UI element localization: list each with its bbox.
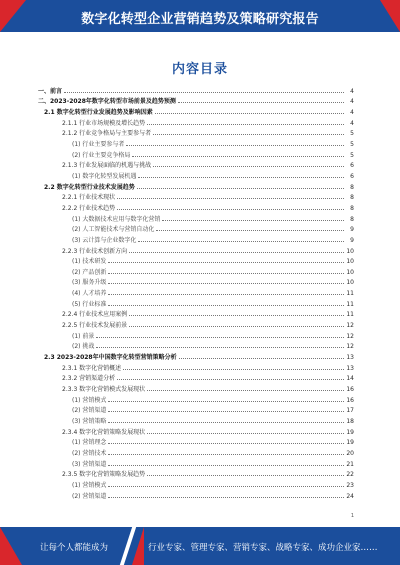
toc-entry-page: 11: [346, 311, 354, 319]
toc-title: 内容目录: [171, 62, 228, 77]
toc-entry-label: (1) 前景: [72, 332, 95, 340]
toc-entry-page: 21: [346, 460, 354, 468]
toc-entry[interactable]: [38, 255, 354, 266]
toc-entry-label: (1) 大数据技术应用与数字化营销: [72, 215, 161, 223]
footer-experts: 行业专家、管理专家、营销专家、战略专家、成功企业家……: [148, 543, 378, 553]
toc-entry-label: 2.2.4 行业技术应用案例: [62, 311, 128, 319]
toc-dot-leader: [129, 252, 344, 253]
toc-entry[interactable]: [38, 404, 354, 415]
toc-entry-label: 2.3.3 数字化营销模式发展现状: [62, 386, 146, 394]
toc-entry-page: 19: [346, 428, 354, 436]
toc-entry-label: 2.2 数字化转型行业技术发展趋势: [44, 183, 135, 191]
toc-entry[interactable]: [38, 137, 354, 148]
toc-entry-page: 12: [346, 322, 354, 330]
toc-entry-page: 8: [350, 194, 354, 202]
toc-dot-leader: [138, 241, 344, 242]
toc-entry-page: 10: [346, 268, 354, 276]
toc-dot-leader: [156, 230, 344, 231]
toc-entry-page: 11: [346, 300, 354, 308]
report-footer: [0, 527, 400, 565]
toc-entry-label: 2.3 2023-2028年中国数字化转型营销策略分析: [44, 354, 177, 362]
toc-entry[interactable]: [38, 244, 354, 255]
report-title: 数字化转型企业营销趋势及策略研究报告: [81, 12, 319, 27]
toc-dot-leader: [147, 433, 344, 434]
toc-dot-leader: [96, 337, 344, 338]
toc-entry[interactable]: [38, 84, 354, 95]
toc-entry[interactable]: [38, 393, 354, 404]
toc-dot-leader: [108, 454, 344, 455]
toc-entry[interactable]: [38, 329, 354, 340]
toc-dot-leader: [132, 156, 344, 157]
toc-entry-label: 2.1.3 行业发展面临的机遇与挑战: [62, 162, 152, 170]
toc-entry[interactable]: [38, 148, 354, 159]
toc-dot-leader: [117, 379, 344, 380]
toc-entry-label: (1) 行业主要参与者: [72, 140, 125, 148]
toc-entry-label: (1) 营销模式: [72, 481, 107, 489]
toc-dot-leader: [108, 422, 344, 423]
toc-dot-leader: [108, 497, 344, 498]
toc-dot-leader: [147, 124, 344, 125]
toc-dot-leader: [178, 102, 344, 103]
toc-entry-page: 10: [346, 279, 354, 287]
toc-entry-page: 4: [350, 119, 354, 127]
toc-dot-leader: [129, 315, 344, 316]
toc-entry-page: 12: [346, 343, 354, 351]
toc-dot-leader: [155, 113, 344, 114]
toc-entry-label: 2.1.2 行业竞争格局与主要参与者: [62, 130, 152, 138]
toc-entry[interactable]: [38, 201, 354, 212]
toc-entry-page: 6: [350, 162, 354, 170]
toc-entry-page: 14: [346, 375, 354, 383]
toc-entry[interactable]: [38, 350, 354, 361]
toc-entry-page: 10: [346, 247, 354, 255]
toc-entry[interactable]: [38, 159, 354, 170]
toc-dot-leader: [117, 209, 344, 210]
toc-entry[interactable]: [38, 414, 354, 425]
toc-entry-label: 2.3.1 数字化营销概述: [62, 364, 122, 372]
footer-red-corner: [0, 527, 22, 565]
toc-entry-label: (4) 人才培养: [72, 290, 107, 298]
toc-dot-leader: [138, 177, 344, 178]
toc-entry-label: 2.2.1 行业技术现状: [62, 194, 116, 202]
toc-dot-leader: [153, 134, 344, 135]
toc-entry[interactable]: [38, 286, 354, 297]
toc-entry[interactable]: [38, 457, 354, 468]
toc-entry-label: (2) 挑战: [72, 343, 95, 351]
toc-entry-page: 4: [350, 108, 354, 116]
toc-dot-leader: [126, 145, 344, 146]
toc-entry-page: 12: [346, 332, 354, 340]
toc-entry-page: 18: [346, 418, 354, 425]
toc-dot-leader: [108, 443, 344, 444]
toc-dot-leader: [108, 411, 344, 412]
toc-entry-page: 9: [350, 226, 354, 234]
toc-entry[interactable]: [38, 127, 354, 138]
toc-entry-label: 2.3.4 数字化营销策略发展现状: [62, 428, 146, 436]
toc-entry-label: (2) 人工智能技术与营销自动化: [72, 226, 155, 234]
toc-entry[interactable]: [38, 468, 354, 479]
toc-dot-leader: [179, 358, 344, 359]
toc-entry-page: 20: [346, 449, 354, 457]
toc-entry-label: (2) 营销技术: [72, 449, 107, 457]
toc-entry-label: (1) 营销模式: [72, 396, 107, 404]
toc-entry[interactable]: [38, 116, 354, 127]
toc-dot-leader: [137, 188, 344, 189]
toc-entry[interactable]: [38, 361, 354, 372]
toc-entry[interactable]: [38, 308, 354, 319]
toc-entry-label: 2.2.3 行业技术创新方向: [62, 247, 128, 255]
toc-entry[interactable]: [38, 180, 354, 191]
toc-entry-label: 2.3.5 数字化营销策略发展趋势: [62, 471, 146, 479]
toc-entry[interactable]: [38, 297, 354, 308]
toc-entry[interactable]: [38, 340, 354, 351]
toc-entry[interactable]: [38, 233, 354, 244]
toc-entry-page: 19: [346, 439, 354, 447]
toc-dot-leader: [108, 401, 344, 402]
toc-entry[interactable]: [38, 446, 354, 457]
toc-entry[interactable]: [38, 212, 354, 223]
toc-entry[interactable]: [38, 105, 354, 116]
toc-entry-page: 22: [346, 471, 354, 479]
toc-entry-label: 一、前言: [38, 87, 63, 95]
toc-dot-leader: [108, 465, 344, 466]
toc-entry-page: 8: [350, 215, 354, 223]
toc-entry-page: 5: [350, 140, 354, 148]
footer-red-accent: [132, 527, 144, 565]
toc-entry[interactable]: [38, 489, 354, 500]
toc-entry-label: (3) 服务升级: [72, 279, 107, 287]
toc-entry-page: 17: [346, 407, 354, 415]
toc-entry-page: 5: [350, 151, 354, 159]
toc-entry-label: 二、2023-2028年数字化转型市场前景及趋势预测: [38, 98, 176, 106]
toc-entry-page: 8: [350, 204, 354, 212]
page-number: 1: [350, 513, 354, 519]
toc-entry-page: 5: [350, 130, 354, 138]
toc-entry-page: 13: [346, 354, 354, 362]
toc-entry-page: 13: [346, 364, 354, 372]
toc-dot-leader: [147, 390, 344, 391]
toc-entry[interactable]: [38, 318, 354, 329]
toc-entry-label: (2) 行业主要竞争格局: [72, 151, 131, 159]
toc-entry[interactable]: [38, 223, 354, 234]
report-header: [0, 0, 400, 32]
toc-entry-page: 10: [346, 258, 354, 266]
toc-entry-page: 4: [350, 87, 354, 95]
toc-dot-leader: [117, 198, 344, 199]
toc-dot-leader: [108, 273, 344, 274]
toc-entry-label: 2.3.2 营销渠道分析: [62, 375, 116, 383]
toc-entry-page: 11: [346, 290, 354, 298]
toc-entry[interactable]: [38, 425, 354, 436]
toc-entry-label: (5) 行业标准: [72, 300, 107, 308]
toc-dot-leader: [147, 475, 344, 476]
toc-dot-leader: [162, 220, 344, 221]
toc-entry-label: (2) 营销渠道: [72, 492, 107, 500]
toc-entry[interactable]: [38, 478, 354, 489]
toc-entry-page: 9: [350, 236, 354, 244]
toc-entry-page: 8: [350, 183, 354, 191]
toc-dot-leader: [64, 92, 344, 93]
toc-entry[interactable]: [38, 372, 354, 383]
toc-entry[interactable]: [38, 382, 354, 393]
toc-entry-page: 16: [346, 386, 354, 394]
toc-dot-leader: [108, 305, 344, 306]
toc-entry-page: 16: [346, 396, 354, 404]
toc-entry[interactable]: [38, 265, 354, 276]
toc-entry-label: (2) 产品创新: [72, 268, 107, 276]
toc-dot-leader: [108, 283, 344, 284]
toc-entry-label: (1) 数字化转型发展机遇: [72, 172, 137, 180]
toc-entry-label: (1) 营销理念: [72, 439, 107, 447]
toc-entry-label: (1) 技术研发: [72, 258, 107, 266]
toc-entry-label: (3) 营销渠道: [72, 460, 107, 468]
toc-dot-leader: [96, 347, 344, 348]
toc-dot-leader: [108, 294, 344, 295]
toc-entry-label: (3) 营销策略: [72, 418, 107, 425]
toc-entry[interactable]: [38, 169, 354, 180]
toc-entry[interactable]: [38, 95, 354, 106]
toc-entry-label: 2.1 数字化转型行业发展趋势及影响因素: [44, 108, 153, 116]
toc-entry-label: (2) 营销渠道: [72, 407, 107, 415]
toc-entry[interactable]: [38, 436, 354, 447]
toc-entry-page: 24: [346, 492, 354, 500]
toc-dot-leader: [129, 326, 344, 327]
toc-dot-leader: [108, 486, 344, 487]
toc-entry-page: 4: [350, 98, 354, 106]
toc-dot-leader: [108, 262, 344, 263]
toc-entry-label: (3) 云计算与企业数字化: [72, 236, 137, 244]
footer-slogan: 让每个人都能成为: [40, 543, 109, 553]
toc-entry-page: 23: [346, 481, 354, 489]
toc-entry-page: 6: [350, 172, 354, 180]
toc-entry-label: 2.2.2 行业技术趋势: [62, 204, 116, 212]
toc-entry-label: 2.2.5 行业技术发展前景: [62, 322, 128, 330]
toc-entry-label: 2.1.1 行业市场规模及增长趋势: [62, 119, 146, 127]
toc-dot-leader: [123, 369, 344, 370]
toc-dot-leader: [153, 166, 344, 167]
toc-entry[interactable]: [38, 191, 354, 202]
toc-entry[interactable]: [38, 276, 354, 287]
table-of-contents: [38, 84, 354, 500]
